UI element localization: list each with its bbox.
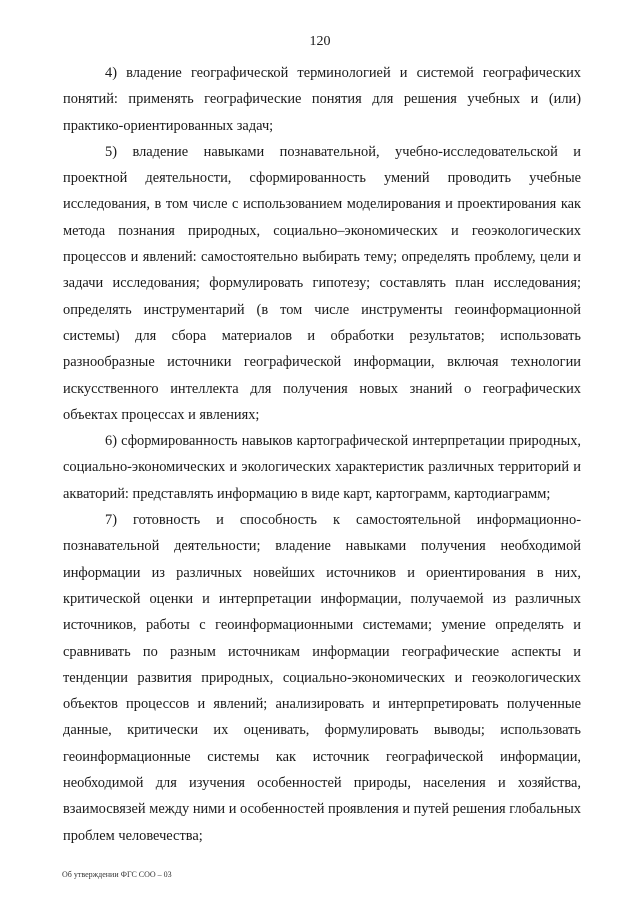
paragraph-item-7: 7) готовность и способность к самостоятельной информационно-познавательной деятельности; владение навыками получения необходимой информации из различных новейших источников и ориентирования в них, критической оценки и интерпретации информации, получаемой из различных источников, работы с геоинформационными системами; умение определять и сравнивать по разным источникам информации географические аспекты и тенденции развития природных, социально-экономических и геоэкологических объектов процессов и явлений; анализировать и интерпретировать полученные данные, критически их оценивать, формулировать выводы; использовать геоинформационные системы как источник географической информации, необходимой для изучения особенностей природы, населения и хозяйства, взаимосвязей между ними и особенностей проявления и путей решения глобальных проблем человечества; (63, 512, 581, 844)
body-text (63, 60, 581, 849)
paragraph-item-5: 5) владение навыками познавательной, учебно-исследовательской и проектной деятельности, сформированность умений проводить учебные исследования, в том числе с использованием моделирования и проектирования как метода познания природных, социально–экономических и геоэкологических процессов и явлений: самостоятельно выбирать тему; определять проблему, цели и задачи исследования; формулировать гипотезу; составлять план исследования; определять инструментарий (в том числе инструменты геоинформационной системы) для сбора материалов и обработки результатов; использовать разнообразные источники географической информации, включая технологии искусственного интеллекта для получения новых знаний о географических объектах процессах и явлениях; (63, 143, 581, 423)
document-footer: Об утверждении ФГС СОО – 03 (62, 870, 172, 879)
paragraph-item-4: 4) владение географической терминологией и системой географических понятий: применять географические понятия для решения учебных и (или) практико-ориентированных задач; (63, 65, 581, 134)
page-number: 120 (309, 34, 331, 49)
paragraph-item-6: 6) сформированность навыков картографической интерпретации природных, социально-экономических и экологических характеристик различных территорий и акваторий: представлять информацию в виде карт, картограмм, картодиаграмм; (63, 433, 581, 502)
